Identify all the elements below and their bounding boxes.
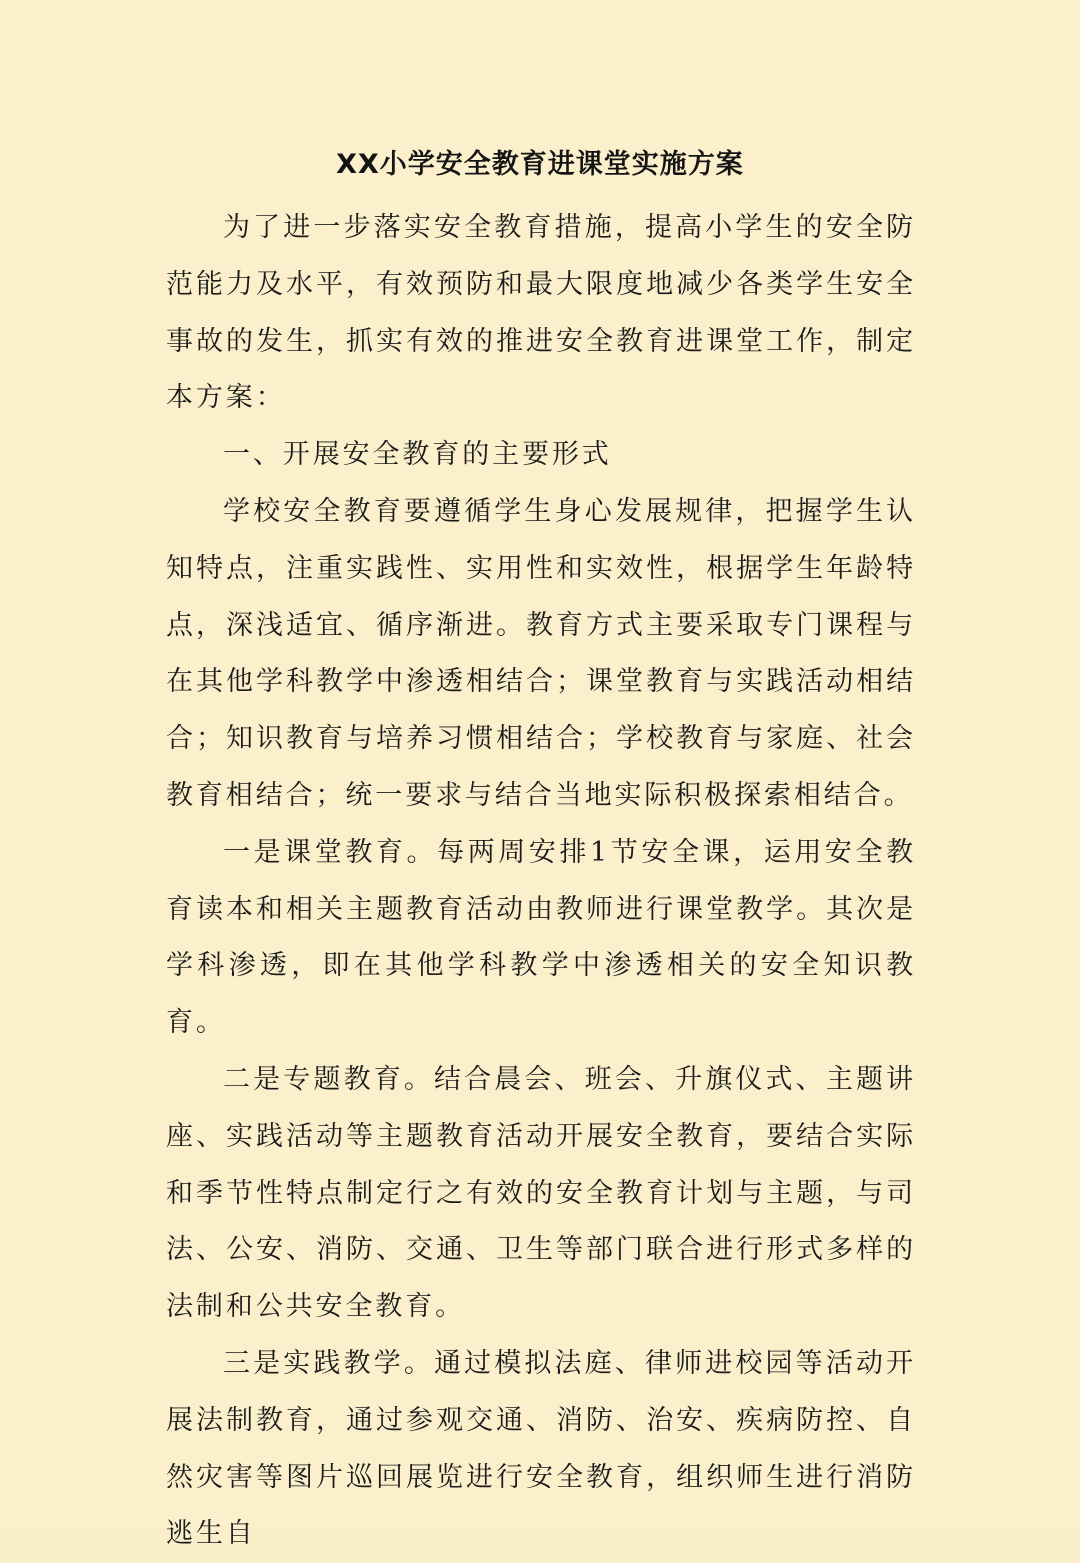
paragraph-intro: 为了进一步落实安全教育措施，提高小学生的安全防范能力及水平，有效预防和最大限度地减少各类学生安全事故的发生，抓实有效的推进安全教育进课堂工作，制定本方案： xyxy=(166,212,916,414)
paragraph-main-forms: 学校安全教育要遵循学生身心发展规律，把握学生认知特点，注重实践性、实用性和实效性，根据学生年龄特点，深浅适宜、循序渐进。教育方式主要采取专门课程与在其他学科教学中渗透相结合；课堂教育与实践活动相结合；知识教育与培养习惯相结合；学校教育与家庭、社会教育相结合；统一要求与结合当地实际积极探索相结合。 xyxy=(166,495,916,811)
document-title: XX小学安全教育进课堂实施方案 xyxy=(336,149,744,180)
paragraph-practice-teaching: 三是实践教学。通过模拟法庭、律师进校园等活动开展法制教育，通过参观交通、消防、治安、疾病防控、自然灾害等图片巡回展览进行安全教育，组织师生进行消防逃生自 xyxy=(166,1347,916,1550)
paragraph-special-education: 二是专题教育。结合晨会、班会、升旗仪式、主题讲座、实践活动等主题教育活动开展安全教育，要结合实际和季节性特点制定行之有效的安全教育计划与主题，与司法、公安、消防、交通、卫生等部门联合进行形式多样的法制和公共安全教育。 xyxy=(166,1063,916,1323)
section-heading: 一、开展安全教育的主要形式 xyxy=(223,439,612,471)
document-body xyxy=(166,200,916,1563)
paragraph-classroom-education: 一是课堂教育。每两周安排1节安全课，运用安全教育读本和相关主题教育活动由教师进行课堂教学。其次是学科渗透，即在其他学科教学中渗透相关的安全知识教育。 xyxy=(166,836,916,1039)
